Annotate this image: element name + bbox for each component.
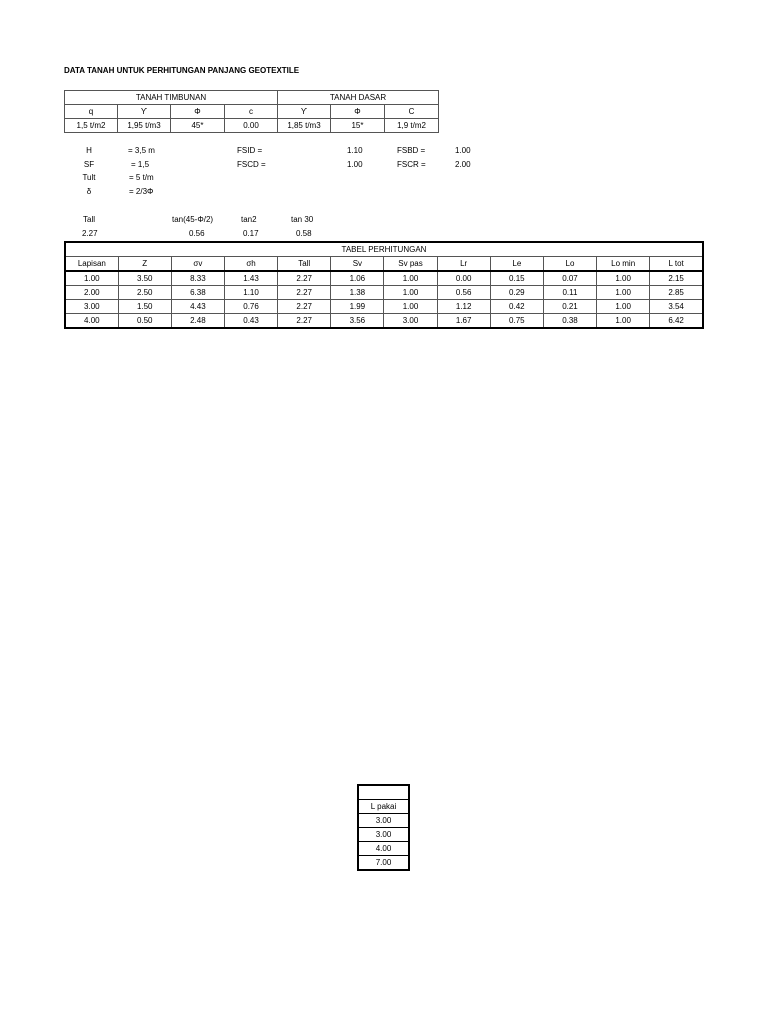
column-header: Sv pas: [384, 257, 437, 272]
table-cell: 1.50: [118, 300, 171, 314]
table-row: [65, 271, 703, 286]
column-header: q: [65, 105, 118, 119]
table-cell: 8.33: [171, 271, 224, 286]
table-cell: 0.07: [543, 271, 596, 286]
table-cell: 1.38: [331, 286, 384, 300]
table-cell: 0.76: [224, 300, 277, 314]
param-fsbd-value: 1.00: [455, 146, 471, 155]
table-cell: 2.50: [118, 286, 171, 300]
factor-tall-value: 2.27: [82, 229, 98, 238]
table-cell: 2.85: [650, 286, 703, 300]
param-tult-value: = 5 t/m: [129, 173, 154, 182]
column-header: ϒ: [278, 105, 331, 119]
param-fsbd-label: FSBD =: [397, 146, 426, 155]
table-cell: 1.00: [597, 271, 650, 286]
table-cell: 1.67: [437, 314, 490, 329]
factor-tall-label: Tall: [83, 215, 96, 224]
table-cell: 2.27: [278, 286, 331, 300]
table-cell: 1.12: [437, 300, 490, 314]
param-delta-value: = 2/3Φ: [129, 187, 154, 196]
column-header: L tot: [650, 257, 703, 272]
column-header: Lr: [437, 257, 490, 272]
param-h-label: H: [86, 146, 92, 155]
table-cell: 1,5 t/m2: [65, 119, 118, 133]
table-cell: 2.00: [65, 286, 118, 300]
group-header-tanah-dasar: TANAH DASAR: [278, 91, 439, 105]
column-header: Lapisan: [65, 257, 118, 272]
param-h-value: = 3,5 m: [128, 146, 155, 155]
group-header-tanah-timbunan: TANAH TIMBUNAN: [65, 91, 278, 105]
table-cell: 1.43: [224, 271, 277, 286]
param-fsid-value: 1.10: [347, 146, 363, 155]
table-cell: 1.99: [331, 300, 384, 314]
factor-tan45-value: 0.56: [189, 229, 205, 238]
param-fscd-value: 1.00: [347, 160, 363, 169]
l-pakai-value: 3.00: [358, 828, 409, 842]
table-cell: 3.50: [118, 271, 171, 286]
table-cell: 1.10: [224, 286, 277, 300]
table-cell: 0.29: [490, 286, 543, 300]
table-cell: 1.00: [384, 286, 437, 300]
calculation-table: [64, 241, 704, 329]
column-header: Φ: [171, 105, 225, 119]
column-header: Lo min: [597, 257, 650, 272]
factor-tan45-label: tan(45-Φ/2): [172, 215, 214, 224]
table-cell: 0.56: [437, 286, 490, 300]
param-sf-value: = 1,5: [131, 160, 150, 169]
param-delta-label: δ: [86, 187, 92, 196]
column-header: σv: [171, 257, 224, 272]
table-cell: 1.00: [384, 271, 437, 286]
table-cell: 3.00: [384, 314, 437, 329]
l-pakai-table: [357, 784, 410, 871]
table-cell: 0.21: [543, 300, 596, 314]
table-cell: 6.38: [171, 286, 224, 300]
table-cell: 0.38: [543, 314, 596, 329]
table-cell: 1,85 t/m3: [278, 119, 331, 133]
table-cell: 1.00: [384, 300, 437, 314]
table-cell: 0.43: [224, 314, 277, 329]
table-cell: 3.54: [650, 300, 703, 314]
table-row: [65, 314, 703, 329]
column-header: Z: [118, 257, 171, 272]
table-cell: 0.00: [225, 119, 278, 133]
table-cell: 4.00: [65, 314, 118, 329]
table-cell: 0.42: [490, 300, 543, 314]
param-fscr-label: FSCR =: [397, 160, 426, 169]
table-cell: 0.50: [118, 314, 171, 329]
table-cell: 1,9 t/m2: [385, 119, 439, 133]
param-fscr-value: 2.00: [455, 160, 471, 169]
l-pakai-value: 4.00: [358, 842, 409, 856]
page-title: DATA TANAH UNTUK PERHITUNGAN PANJANG GEOTEXTILE: [64, 66, 300, 75]
factor-tan2-label: tan2: [241, 215, 257, 224]
table-cell: 2.15: [650, 271, 703, 286]
table-row: [65, 286, 703, 300]
factor-tan2-value: 0.17: [243, 229, 259, 238]
table-cell: 1,95 t/m3: [118, 119, 171, 133]
table-cell: 0.15: [490, 271, 543, 286]
column-header: σh: [224, 257, 277, 272]
column-header: Lo: [543, 257, 596, 272]
factor-tan30-label: tan 30: [291, 215, 314, 224]
table-cell: 3.00: [65, 300, 118, 314]
param-fsid-label: FSID =: [237, 146, 263, 155]
table-cell: 1.00: [597, 286, 650, 300]
param-sf-label: SF: [83, 160, 95, 169]
column-header: C: [385, 105, 439, 119]
param-tult-label: Tult: [82, 173, 96, 182]
soil-data-table: [64, 90, 439, 133]
column-header: Sv: [331, 257, 384, 272]
table-cell: 1.00: [65, 271, 118, 286]
l-pakai-blank-cell: [358, 785, 409, 800]
column-header: Φ: [331, 105, 385, 119]
param-fscd-label: FSCD =: [237, 160, 266, 169]
calc-table-title: TABEL PERHITUNGAN: [65, 242, 703, 257]
column-header: Le: [490, 257, 543, 272]
column-header: ϒ: [118, 105, 171, 119]
table-cell: 1.00: [597, 300, 650, 314]
l-pakai-value: 7.00: [358, 856, 409, 871]
table-cell: 1.00: [597, 314, 650, 329]
table-cell: 2.48: [171, 314, 224, 329]
table-cell: 3.56: [331, 314, 384, 329]
table-cell: 6.42: [650, 314, 703, 329]
table-cell: 4.43: [171, 300, 224, 314]
table-cell: 2.27: [278, 271, 331, 286]
table-cell: 0.11: [543, 286, 596, 300]
table-cell: 2.27: [278, 300, 331, 314]
l-pakai-header: L pakai: [358, 800, 409, 814]
column-header: Tall: [278, 257, 331, 272]
table-cell: 45*: [171, 119, 225, 133]
table-cell: 1.06: [331, 271, 384, 286]
table-cell: 2.27: [278, 314, 331, 329]
table-cell: 0.00: [437, 271, 490, 286]
column-header: c: [225, 105, 278, 119]
table-row: [65, 300, 703, 314]
table-cell: 0.75: [490, 314, 543, 329]
factor-tan30-value: 0.58: [296, 229, 312, 238]
table-cell: 15*: [331, 119, 385, 133]
l-pakai-value: 3.00: [358, 814, 409, 828]
